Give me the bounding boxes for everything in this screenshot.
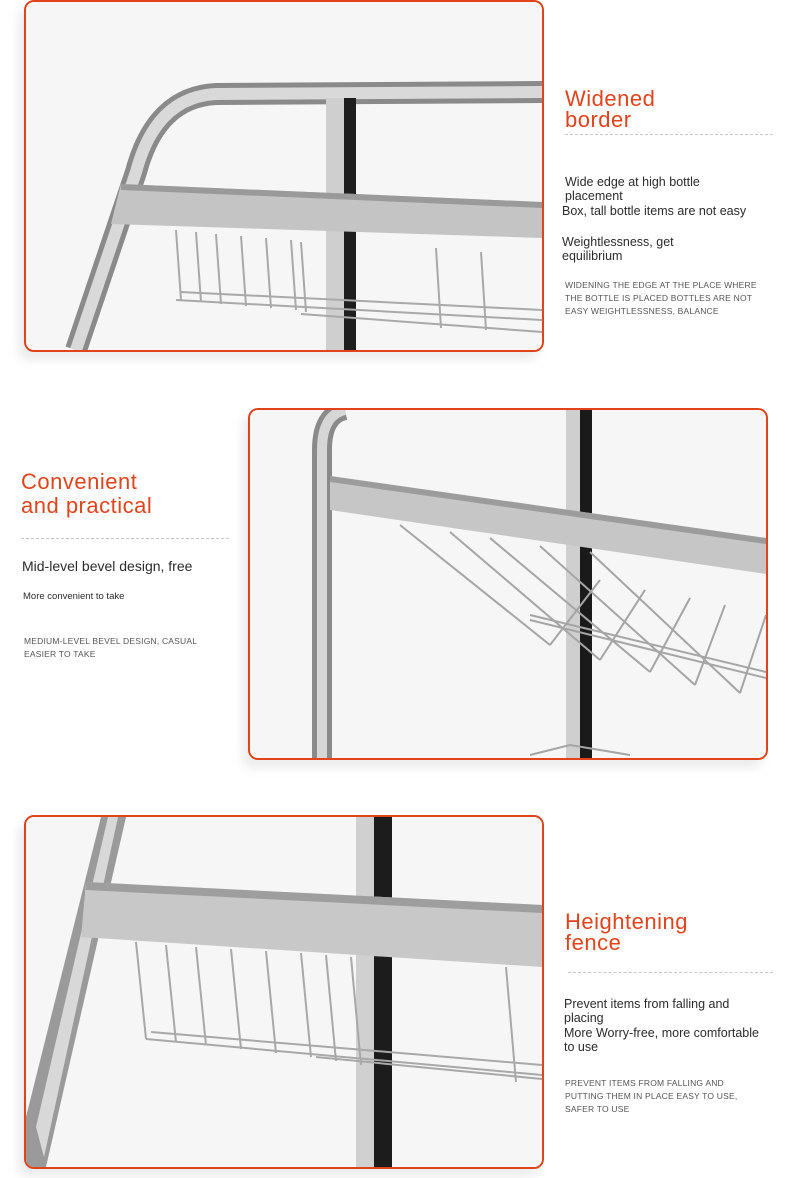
feature-description-1: Wide edge at high bottle placement	[565, 175, 700, 203]
title-line-1: Convenient	[21, 469, 138, 494]
divider	[568, 972, 773, 973]
feature-caption: WIDENING THE EDGE AT THE PLACE WHERE THE BOTTLE IS PLACED BOTTLES ARE NOT EASY WEIGHTLESSNESS, BALANCE	[565, 280, 757, 316]
feature-description-3: Weightlessness, get equilibrium	[562, 235, 674, 263]
feature-section-convenient-practical	[0, 400, 790, 780]
feature-section-widened-border	[0, 0, 790, 370]
section-title	[21, 470, 152, 518]
title-line-1: Heightening	[565, 909, 688, 934]
title-line-2: border	[565, 107, 632, 132]
title-line-2: fence	[565, 930, 622, 955]
feature-section-heightening-fence	[0, 815, 790, 1175]
feature-description-2: More convenient to take	[23, 591, 125, 602]
rack-photo-fence-basket	[24, 815, 544, 1169]
section-title	[565, 88, 655, 130]
feature-description-2: Box, tall bottle items are not easy	[562, 204, 747, 218]
rack-photo-bevel-basket	[248, 408, 768, 760]
divider	[21, 538, 229, 539]
feature-description-1: Mid-level bevel design, free	[22, 558, 193, 574]
section-title	[565, 911, 688, 953]
rack-photo-top-corner	[24, 0, 544, 352]
feature-caption: PREVENT ITEMS FROM FALLING AND PUTTING THEM IN PLACE EASY TO USE, SAFER TO USE	[565, 1078, 738, 1114]
title-line-2: and practical	[21, 493, 153, 518]
title-line-1: Widened	[565, 86, 656, 111]
divider	[565, 134, 773, 135]
feature-description-2: More Worry-free, more comfortable to use	[564, 1026, 759, 1054]
feature-description-1: Prevent items from falling and placing	[564, 997, 730, 1025]
feature-caption: MEDIUM-LEVEL BEVEL DESIGN, CASUAL EASIER TO TAKE	[24, 636, 197, 659]
